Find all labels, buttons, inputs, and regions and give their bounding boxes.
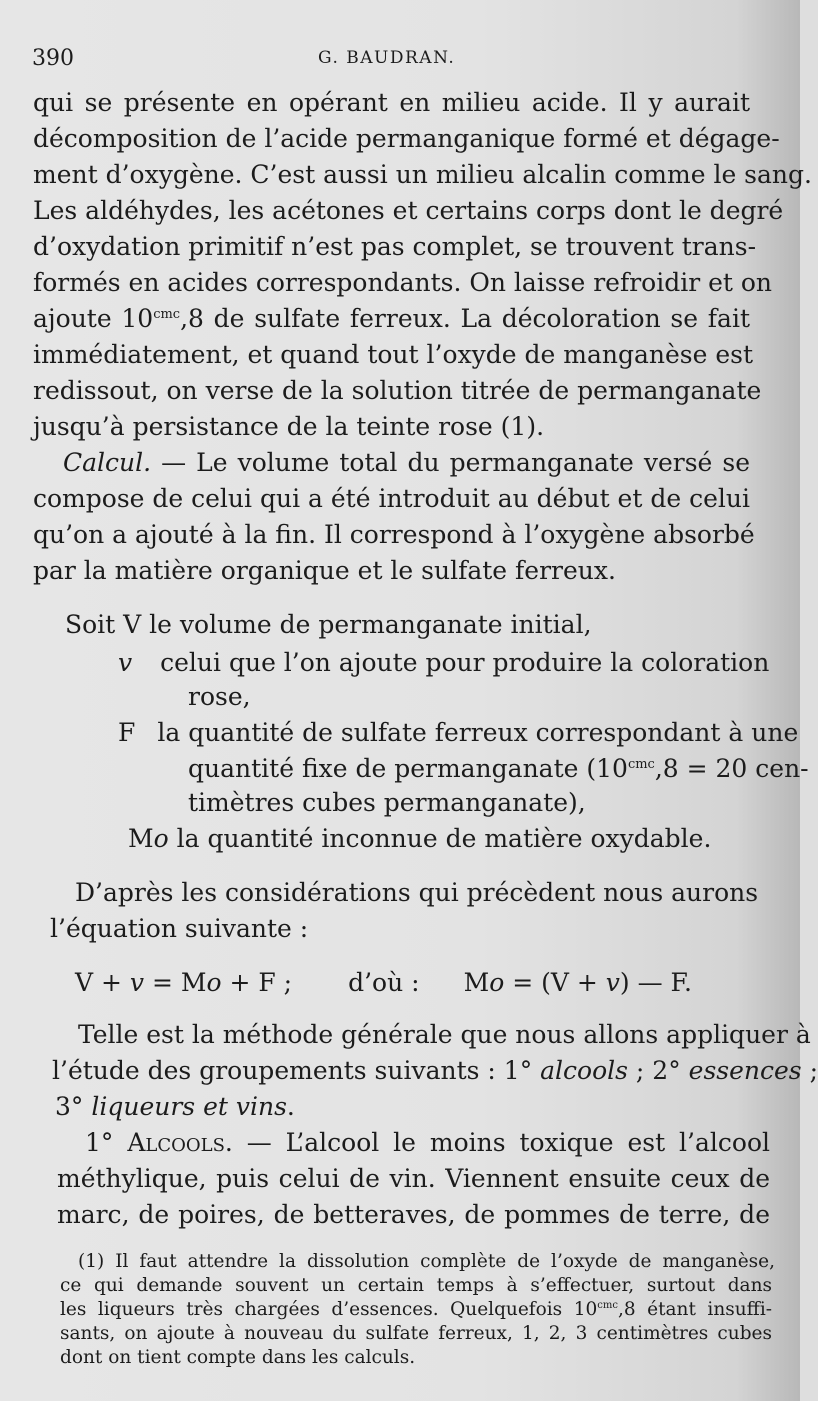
text-line	[85, 1126, 770, 1160]
eq-part: + F ;	[221, 968, 293, 997]
eq-part: = M	[144, 968, 207, 997]
footnote-line: (1) Il faut attendre la dissolution complète de l’oxyde de manganèse,	[78, 1251, 775, 1272]
text-run: ,8 = 20 cen-	[654, 754, 809, 783]
text-line: d’oxydation primitif n’est pas complet, se trouvent trans-	[33, 232, 757, 261]
definition-line	[188, 752, 809, 786]
italic-run: liqueurs et vins	[91, 1092, 287, 1121]
text-line	[33, 302, 750, 336]
text-line: méthylique, puis celui de vin. Viennent ensuite ceux de	[57, 1164, 770, 1193]
superscript: cmc	[627, 757, 655, 772]
text-line: marc, de poires, de betteraves, de pommes de terre, de	[57, 1200, 770, 1229]
text-run: F	[118, 718, 136, 747]
text-run: l’étude des groupements suivants : 1°	[52, 1056, 541, 1085]
text-line: jusqu’à persistance de la teinte rose (1).	[33, 412, 545, 441]
text-run: 1°	[85, 1128, 128, 1157]
text-line: l’équation suivante :	[50, 914, 309, 943]
eq-part: d’où :	[348, 968, 420, 997]
eq-italic: v	[605, 968, 620, 997]
superscript: cmc	[153, 307, 181, 322]
text-line: compose de celui qui a été introduit au début et de celui	[33, 484, 750, 513]
text-line: qui se présente en opérant en milieu acide. Il y aurait	[33, 88, 750, 117]
text-run: M	[128, 824, 154, 853]
text-run: la quantité inconnue de matière oxydable.	[168, 824, 712, 853]
equation	[75, 966, 750, 1000]
text-line	[55, 1090, 755, 1124]
text-line: décomposition de l’acide permanganique formé et dégage-	[33, 124, 780, 153]
text-run: la quantité de sulfate ferreux correspondant à une	[157, 718, 799, 747]
text-run: ,8 de sulfate ferreux. La décoloration se fait	[180, 304, 750, 333]
footnote-line: sants, on ajoute à nouveau du sulfate ferreux, 1, 2, 3 centimètres cubes	[60, 1323, 772, 1344]
text-run: — Le volume total du permanganate versé se	[151, 448, 750, 477]
eq-part: M	[463, 968, 490, 997]
superscript: cmc	[597, 1300, 618, 1311]
small-caps-run: Alcools	[127, 1128, 225, 1157]
page-number: 390	[32, 46, 74, 71]
eq-italic: o	[206, 968, 222, 997]
definition-line: Soit V le volume de permanganate initial,	[65, 610, 592, 639]
text-run: quantité fixe de permanganate (10	[188, 754, 628, 783]
text-run: . — L’alcool le moins toxique est l’alcool	[224, 1128, 770, 1157]
text-line: Telle est la méthode générale que nous allons appliquer à	[78, 1020, 811, 1049]
italic-run: essences	[688, 1056, 802, 1085]
text-line: ment d’oxygène. C’est aussi un milieu alcalin comme le sang.	[33, 160, 812, 189]
text-line: par la matière organique et le sulfate ferreux.	[33, 556, 616, 585]
footnote-line	[60, 1298, 772, 1322]
definition-line: timètres cubes permanganate),	[188, 788, 586, 817]
text-line: qu’on a ajouté à la fin. Il correspond à l’oxygène absorbé	[33, 520, 755, 549]
definition-line: rose,	[188, 682, 251, 711]
text-run: ajoute 10	[33, 304, 154, 333]
eq-part: = (V +	[504, 968, 606, 997]
text-line	[63, 446, 750, 480]
eq-part: V +	[75, 968, 130, 997]
text-line: immédiatement, et quand tout l’oxyde de manganèse est	[33, 340, 753, 369]
eq-italic: o	[489, 968, 505, 997]
text-line	[52, 1054, 818, 1088]
text-run: 3°	[55, 1092, 92, 1121]
italic-run: v	[118, 648, 133, 677]
text-run: ;	[801, 1056, 818, 1085]
text-line: D’après les considérations qui précèdent nous aurons	[75, 878, 759, 907]
footnote-line: dont on tient compte dans les calculs.	[60, 1347, 416, 1368]
text-line: Les aldéhydes, les acétones et certains corps dont le degré	[33, 196, 784, 225]
text-run: ; 2°	[627, 1056, 689, 1085]
definition-line	[118, 716, 799, 750]
italic-run: alcools	[540, 1056, 628, 1085]
text-run: celui que l’on ajoute pour produire la coloration	[160, 648, 770, 677]
text-run: .	[286, 1092, 295, 1121]
running-head: G. BAUDRAN.	[318, 48, 456, 68]
text-line: formés en acides correspondants. On laisse refroidir et on	[33, 268, 773, 297]
definition-line	[118, 646, 770, 680]
eq-italic: v	[129, 968, 145, 997]
definition-line	[128, 822, 748, 856]
italic-run: o	[153, 824, 169, 853]
page-header	[32, 46, 772, 76]
text-run: ,8 étant insuffi-	[617, 1299, 772, 1320]
footnote-line: ce qui demande souvent un certain temps à s’effectuer, surtout dans	[60, 1275, 772, 1296]
text-run: les liqueurs très chargées d’essences. Quelquefois 10	[60, 1299, 598, 1320]
eq-part: ) — F.	[619, 968, 692, 997]
text-line: redissout, on verse de la solution titrée de permanganate	[33, 376, 762, 405]
italic-run: Calcul.	[63, 448, 152, 477]
